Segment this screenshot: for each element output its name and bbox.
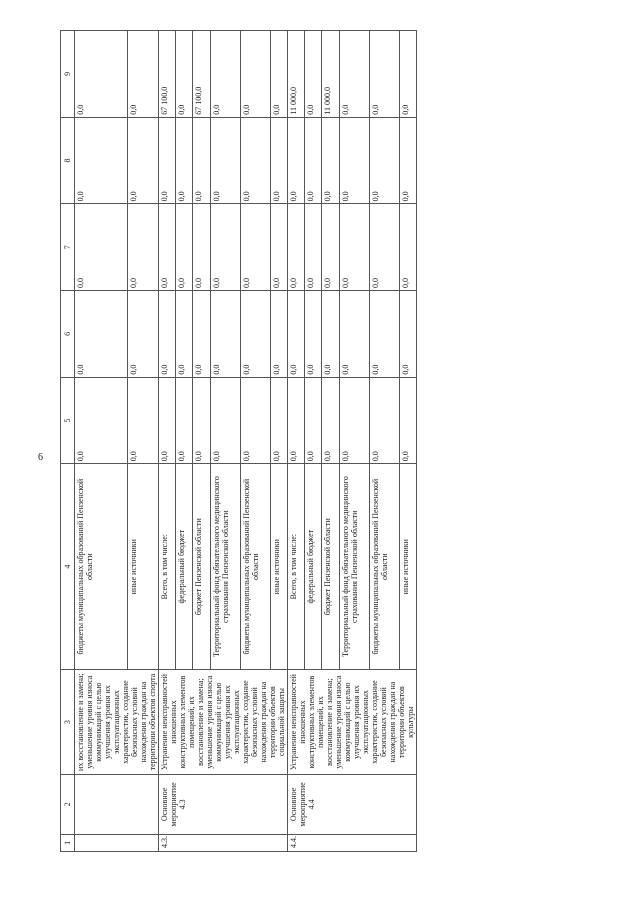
value-cell: 0,0 <box>176 31 193 118</box>
activity-description: их восстановление и замена; уменьшение уровня износа коммуникаций с целью улучшения уровня их эксплуатационных характеристик, создание безопасных условий нахождения граждан на территории объектов спорта <box>75 670 159 775</box>
funding-source-label: Территориальный фонд обязательного медицинского страхования Пензенской области <box>339 464 369 670</box>
page-number: 6 <box>38 452 43 463</box>
funding-source-label: бюджеты муниципальных образований Пензенской области <box>75 464 128 670</box>
value-cell: 0,0 <box>176 291 193 378</box>
value-cell: 0,0 <box>159 117 176 204</box>
value-cell: 0,0 <box>288 377 305 464</box>
value-cell: 11 000,0 <box>322 31 339 118</box>
value-cell: 0,0 <box>369 291 399 378</box>
value-cell: 0,0 <box>339 204 369 291</box>
table-body <box>61 31 417 852</box>
value-cell: 0,0 <box>240 204 270 291</box>
value-cell: 0,0 <box>339 117 369 204</box>
value-cell: 67 100,0 <box>159 31 176 118</box>
funding-source-label: Всего, в том числе: <box>288 464 305 670</box>
value-cell: 0,0 <box>288 291 305 378</box>
value-cell: 0,0 <box>193 377 210 464</box>
value-cell: 0,0 <box>399 117 416 204</box>
value-cell: 0,0 <box>399 31 416 118</box>
value-cell: 0,0 <box>270 204 287 291</box>
table-row <box>288 31 305 852</box>
column-number-row <box>61 31 75 852</box>
value-cell: 0,0 <box>75 291 128 378</box>
value-cell: 0,0 <box>322 204 339 291</box>
value-cell: 0,0 <box>270 291 287 378</box>
value-cell: 0,0 <box>176 117 193 204</box>
value-cell: 0,0 <box>270 31 287 118</box>
funding-source-label: федеральный бюджет <box>305 464 322 670</box>
value-cell: 0,0 <box>75 204 128 291</box>
value-cell: 0,0 <box>240 117 270 204</box>
table-row <box>75 31 128 852</box>
funding-source-label: Территориальный фонд обязательного медицинского страхования Пензенской области <box>210 464 240 670</box>
row-number: 4.4. <box>288 834 417 851</box>
value-cell: 0,0 <box>210 204 240 291</box>
value-cell: 0,0 <box>399 377 416 464</box>
column-number: 7 <box>61 204 75 291</box>
value-cell: 0,0 <box>128 204 159 291</box>
value-cell: 0,0 <box>288 117 305 204</box>
value-cell: 0,0 <box>369 377 399 464</box>
value-cell: 0,0 <box>305 31 322 118</box>
column-number: 8 <box>61 117 75 204</box>
value-cell: 0,0 <box>128 31 159 118</box>
funding-source-label: иные источники <box>128 464 159 670</box>
table-row <box>159 31 176 852</box>
value-cell: 0,0 <box>322 291 339 378</box>
value-cell: 0,0 <box>305 291 322 378</box>
value-cell: 0,0 <box>270 377 287 464</box>
funding-source-label: Всего, в том числе: <box>159 464 176 670</box>
value-cell: 0,0 <box>159 291 176 378</box>
value-cell: 0,0 <box>193 117 210 204</box>
value-cell: 0,0 <box>128 377 159 464</box>
value-cell: 0,0 <box>339 31 369 118</box>
value-cell: 0,0 <box>159 204 176 291</box>
value-cell: 0,0 <box>270 117 287 204</box>
funding-source-label: бюджеты муниципальных образований Пензенской области <box>240 464 270 670</box>
value-cell: 0,0 <box>75 117 128 204</box>
activity-name <box>75 775 159 835</box>
value-cell: 0,0 <box>305 204 322 291</box>
value-cell: 0,0 <box>399 204 416 291</box>
row-number: 4.3. <box>159 834 288 851</box>
column-number: 6 <box>61 291 75 378</box>
value-cell: 0,0 <box>193 291 210 378</box>
funding-source-label: иные источники <box>399 464 416 670</box>
activity-name: Основное мероприятие 4.4 <box>288 775 417 835</box>
funding-source-label: бюджеты муниципальных образований Пензенской области <box>369 464 399 670</box>
value-cell: 0,0 <box>75 377 128 464</box>
value-cell: 0,0 <box>240 31 270 118</box>
value-cell: 0,0 <box>339 377 369 464</box>
value-cell: 0,0 <box>75 31 128 118</box>
value-cell: 11 000,0 <box>288 31 305 118</box>
value-cell: 0,0 <box>399 291 416 378</box>
value-cell: 67 100,0 <box>193 31 210 118</box>
activity-name: Основное мероприятие 4.3 <box>159 775 288 835</box>
activity-description: Устранение неисправностей изношенных конструктивных элементов помещений, их восстановление и замена; уменьшение уровня износа коммуникаций с целью улучшения уровня их эксплуатационных характеристик, создание безопасных условий нахождения граждан на территории объектов социальной защиты <box>159 670 288 775</box>
column-number: 3 <box>61 670 75 775</box>
rotated-table-container <box>60 30 570 852</box>
column-number: 1 <box>61 834 75 851</box>
value-cell: 0,0 <box>176 204 193 291</box>
column-number: 4 <box>61 464 75 670</box>
value-cell: 0,0 <box>240 291 270 378</box>
value-cell: 0,0 <box>322 117 339 204</box>
column-number: 2 <box>61 775 75 835</box>
budget-table <box>60 30 417 852</box>
value-cell: 0,0 <box>305 377 322 464</box>
funding-source-label: федеральный бюджет <box>176 464 193 670</box>
value-cell: 0,0 <box>369 31 399 118</box>
column-number: 5 <box>61 377 75 464</box>
value-cell: 0,0 <box>369 204 399 291</box>
row-number <box>75 834 159 851</box>
value-cell: 0,0 <box>288 204 305 291</box>
value-cell: 0,0 <box>240 377 270 464</box>
value-cell: 0,0 <box>210 31 240 118</box>
column-number: 9 <box>61 31 75 118</box>
funding-source-label: бюджет Пензенской области <box>322 464 339 670</box>
value-cell: 0,0 <box>322 377 339 464</box>
value-cell: 0,0 <box>210 117 240 204</box>
value-cell: 0,0 <box>210 377 240 464</box>
value-cell: 0,0 <box>176 377 193 464</box>
value-cell: 0,0 <box>193 204 210 291</box>
funding-source-label: бюджет Пензенской области <box>193 464 210 670</box>
value-cell: 0,0 <box>128 291 159 378</box>
value-cell: 0,0 <box>369 117 399 204</box>
funding-source-label: иные источники <box>270 464 287 670</box>
value-cell: 0,0 <box>159 377 176 464</box>
value-cell: 0,0 <box>210 291 240 378</box>
activity-description: Устранение неисправностей изношенных конструктивных элементов помещений, их восстановление и замена; уменьшение уровня износа коммуникаций с целью улучшения уровня их эксплуатационных характеристик, создание безопасных условий нахождения граждан на территории объектов культуры <box>288 670 417 775</box>
value-cell: 0,0 <box>305 117 322 204</box>
value-cell: 0,0 <box>339 291 369 378</box>
value-cell: 0,0 <box>128 117 159 204</box>
